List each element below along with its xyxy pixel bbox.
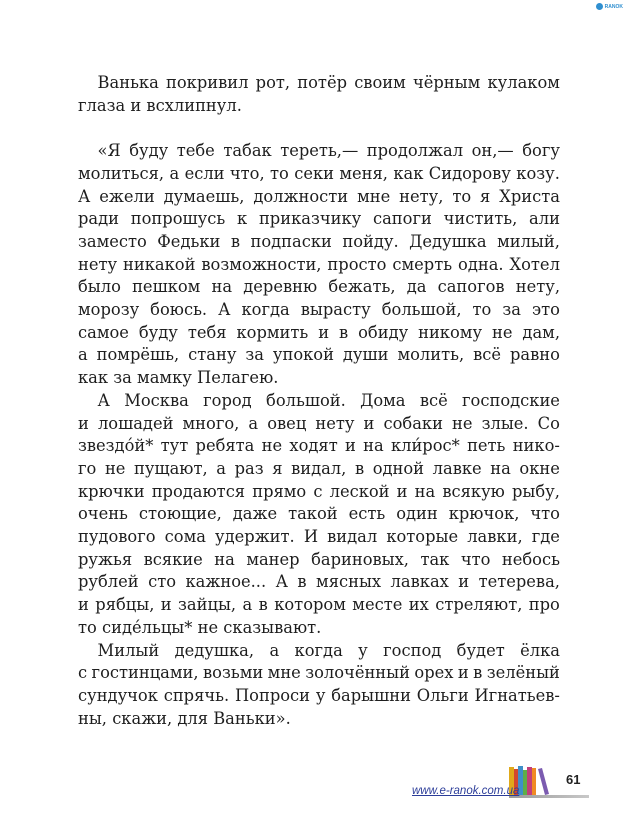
text-line (78, 322, 560, 345)
word: стреляют, (435, 595, 523, 615)
word: то (78, 617, 97, 637)
word: что (460, 549, 491, 569)
word: и (130, 95, 142, 115)
word: Игнатьев- (474, 685, 560, 705)
word: рот, (255, 73, 291, 92)
word: не (491, 322, 513, 342)
word: город (203, 390, 252, 410)
word: с (313, 481, 323, 501)
word: которые (386, 527, 459, 547)
word: просто (327, 254, 387, 274)
word: нету, (515, 277, 560, 297)
text-line (78, 662, 560, 685)
word: леской (329, 481, 390, 501)
word: на (214, 549, 235, 569)
word: продолжал (366, 141, 464, 161)
publisher-website-link[interactable]: www.e-ranok.com.ua (412, 785, 520, 797)
word: деревню (243, 277, 318, 297)
word: табак (223, 141, 272, 161)
paragraph-2 (78, 140, 560, 390)
word: ёлка (520, 640, 560, 660)
word: удержит. (215, 527, 295, 547)
word: рублей (78, 572, 139, 592)
word: должности (253, 186, 349, 206)
word: в (230, 231, 241, 251)
word: Христа (499, 186, 560, 206)
text-line (78, 594, 560, 617)
word: обиду (358, 322, 409, 342)
word: господские (462, 390, 560, 410)
word: всё (473, 345, 502, 365)
word: никому (418, 322, 483, 342)
word: сома (164, 527, 206, 547)
text-line (78, 186, 560, 209)
word: за (502, 300, 521, 320)
word: Ольги (416, 685, 469, 705)
word: Попроси (234, 685, 311, 705)
word: барышни (331, 685, 411, 705)
word: пущают, (134, 458, 208, 478)
word: буду (138, 322, 178, 342)
word: в (339, 322, 349, 342)
text-line (78, 549, 560, 572)
word: много, (182, 413, 240, 433)
word: думаешь, (163, 186, 245, 206)
word: не (104, 458, 126, 478)
word: и (396, 481, 408, 501)
word: кли́рос* (390, 436, 460, 456)
word: видал (327, 527, 378, 547)
word: бариновых, (311, 549, 409, 569)
word: смерть (392, 254, 453, 274)
text-line (78, 481, 560, 504)
word: как (393, 163, 424, 183)
word: подпаски (250, 231, 332, 251)
word: пудового (78, 527, 156, 547)
word: тут (160, 436, 189, 456)
word: а (248, 413, 259, 433)
word: манер (246, 549, 300, 569)
word: одной (372, 458, 425, 478)
word: а (216, 458, 226, 478)
word: козу. (516, 163, 560, 183)
word: большой. (266, 390, 346, 410)
word: их (408, 595, 429, 615)
word: А (78, 186, 91, 206)
word: рыбу, (511, 481, 560, 501)
word: орех (414, 663, 454, 683)
word: кулаком (487, 73, 560, 92)
word: лавки, (467, 527, 523, 547)
word: и (457, 663, 469, 683)
word: никакой (123, 254, 196, 274)
word: возьми (203, 663, 264, 683)
word: боюсь. (150, 300, 208, 320)
word: потёр (297, 73, 347, 92)
paragraph-gap (78, 117, 560, 140)
word: это (531, 300, 560, 320)
word: «Я (97, 141, 121, 161)
word: ны, (78, 708, 107, 728)
word: меня, (339, 163, 388, 183)
word: мне (357, 186, 391, 206)
word: пойду. (342, 231, 399, 251)
word: Со (537, 413, 560, 433)
word: души (342, 345, 389, 365)
text-line (78, 640, 560, 663)
word: про (528, 595, 560, 615)
text-line (78, 276, 560, 299)
text-line (78, 503, 560, 526)
word: лавке (432, 458, 482, 478)
word: сто (148, 572, 177, 592)
word: мясных (316, 572, 382, 592)
word: и (363, 413, 375, 433)
word: покривил (166, 73, 249, 92)
word: лошадей (97, 413, 174, 433)
word: котором (274, 595, 346, 615)
word: тебя (187, 322, 227, 342)
word: дедушка, (174, 640, 255, 660)
word: дам, (522, 322, 560, 342)
word: раз (234, 458, 264, 478)
word: за (113, 368, 132, 388)
word: молить, (397, 345, 465, 365)
shelf-divider (509, 795, 589, 798)
word: прямо (252, 481, 307, 501)
word: господ (383, 640, 442, 660)
word: так (420, 549, 450, 569)
word: тереть,— (280, 141, 359, 161)
word: и (318, 322, 330, 342)
word: и (160, 595, 172, 615)
word: один (396, 504, 438, 524)
text-line (78, 140, 560, 163)
text-line (78, 708, 560, 731)
word: нету, (399, 186, 444, 206)
text-line (78, 458, 560, 481)
word: Ванька (97, 73, 159, 92)
word: ежели (99, 186, 155, 206)
word: большой, (381, 300, 462, 320)
word: Хотел (509, 254, 560, 274)
paragraph-3 (78, 390, 560, 640)
word: и (458, 572, 470, 592)
word: в (473, 663, 483, 683)
text-line (78, 299, 560, 322)
word: сапоги (372, 209, 432, 229)
word: Дедушка (409, 231, 487, 251)
word: попрошусь (130, 209, 226, 229)
page-number: 61 (566, 772, 581, 787)
text-line (78, 367, 560, 390)
word: всякую (442, 481, 505, 501)
word: морозу (78, 300, 140, 320)
word: равно (509, 345, 560, 365)
text-line (78, 231, 560, 254)
word: секи (294, 163, 334, 183)
word: всхлипнул. (146, 95, 242, 115)
word: на (490, 458, 511, 478)
word: не (261, 436, 283, 456)
word: кормить (236, 322, 309, 342)
word: такой (288, 504, 338, 524)
word: к (236, 209, 248, 229)
word: тетерева, (478, 572, 560, 592)
word: сиде́льцы* (102, 617, 193, 637)
word: и (78, 413, 89, 433)
word: будет (456, 640, 505, 660)
word: одна. (458, 254, 504, 274)
word: И (303, 527, 319, 547)
word: нету (315, 413, 355, 433)
word: то (452, 186, 472, 206)
text-line (78, 344, 560, 367)
word: Дома (360, 390, 406, 410)
word: А (218, 300, 231, 320)
word: заместо (78, 231, 147, 251)
word: нету (78, 254, 118, 274)
word: нико- (512, 436, 560, 456)
word: кажное... (185, 572, 267, 592)
word: тебе (176, 141, 215, 161)
word: и (344, 436, 356, 456)
word: с (78, 663, 88, 683)
word: Москва (124, 390, 189, 410)
word: лавках (390, 572, 449, 592)
word: спрячь. (163, 685, 230, 705)
word: ходят (289, 436, 338, 456)
word: а (169, 163, 180, 183)
word: всякие (143, 549, 203, 569)
text-line (78, 571, 560, 594)
word: да (406, 277, 427, 297)
text-line (78, 617, 560, 640)
word: не (452, 413, 473, 433)
word: а (242, 595, 253, 615)
word: чистить, (443, 209, 518, 229)
word: и (78, 595, 89, 615)
word: злые. (481, 413, 529, 433)
word: окне (519, 458, 560, 478)
text-line (78, 95, 560, 118)
logo-text: RANOK (604, 3, 623, 10)
word: где (531, 527, 560, 547)
word: Федьки (157, 231, 221, 251)
text-line (78, 390, 560, 413)
word: а (78, 345, 88, 365)
word: очень (78, 504, 128, 524)
word: для (177, 708, 209, 728)
word: мамку (137, 368, 192, 388)
word: всё (419, 390, 448, 410)
word: ружья (78, 549, 133, 569)
word: месте (352, 595, 403, 615)
text-line (78, 163, 560, 186)
text-line (78, 685, 560, 708)
word: чёрным (412, 73, 481, 92)
word: стану (188, 345, 237, 365)
word: молиться, (78, 163, 165, 183)
text-line (78, 526, 560, 549)
word: на (211, 277, 233, 297)
word: на (414, 481, 436, 501)
word: али (529, 209, 560, 229)
word: ребята (195, 436, 255, 456)
word: помрёшь, (96, 345, 180, 365)
word: Ваньки». (213, 708, 291, 728)
word: то (270, 163, 289, 183)
text-line (78, 413, 560, 436)
publisher-logo (596, 3, 623, 10)
word: стоющие, (138, 504, 222, 524)
word: скажи, (112, 708, 173, 728)
story-text (78, 72, 560, 730)
word: собаки (383, 413, 443, 433)
word: ради (78, 209, 120, 229)
word: зайцы, (178, 595, 237, 615)
word: упокой (272, 345, 334, 365)
word: небось (501, 549, 560, 569)
word: на (363, 436, 384, 456)
word: овец (267, 413, 307, 433)
word: когда (294, 640, 343, 660)
word: если (184, 163, 225, 183)
word: бежать, (328, 277, 396, 297)
word: глаза (78, 95, 126, 115)
word: не (197, 617, 219, 637)
word: зелёный (486, 663, 560, 683)
word: Пелагею. (197, 368, 279, 388)
word: было (78, 277, 121, 297)
word: то (472, 300, 492, 320)
word: у (315, 685, 326, 705)
paragraph-1 (78, 72, 560, 117)
word: Милый (97, 640, 160, 660)
word: вырасту (300, 300, 371, 320)
word: своим (354, 73, 406, 92)
word: сапогов (437, 277, 505, 297)
word: мне (267, 663, 301, 683)
word: а (269, 640, 280, 660)
text-line (78, 435, 560, 458)
word: он,— (471, 141, 514, 161)
word: А (275, 572, 288, 592)
word: даже (232, 504, 278, 524)
word: А (97, 390, 110, 410)
word: в (297, 572, 307, 592)
word: я (272, 458, 283, 478)
word: возможности, (201, 254, 322, 274)
word: в (258, 595, 268, 615)
word: продаются (151, 481, 246, 501)
word: богу (522, 141, 560, 161)
paragraph-4 (78, 640, 560, 731)
word: как (78, 368, 109, 388)
word: в (354, 458, 365, 478)
word: буду (129, 141, 169, 161)
text-line (78, 208, 560, 231)
word: го (78, 458, 97, 478)
word: петь (467, 436, 506, 456)
word: видал, (291, 458, 347, 478)
word: есть (348, 504, 386, 524)
logo-mark-icon (596, 3, 603, 10)
word: сундучок (78, 685, 158, 705)
word: золочённый (305, 663, 410, 683)
word: звездо́й* (78, 436, 154, 456)
word: крючки (78, 481, 145, 501)
word: приказчику (258, 209, 362, 229)
word: самое (78, 322, 129, 342)
word: что (530, 504, 560, 524)
word: у (358, 640, 368, 660)
word: я (480, 186, 491, 206)
word: рябцы, (95, 595, 155, 615)
word: милый, (497, 231, 560, 251)
word: Сидорову (428, 163, 511, 183)
word: гостинцами, (91, 663, 199, 683)
word: что, (229, 163, 265, 183)
word: за (245, 345, 264, 365)
word: сказывают. (223, 617, 322, 637)
word: крючок, (448, 504, 520, 524)
text-line (78, 72, 560, 95)
text-line (78, 254, 560, 277)
word: когда (241, 300, 290, 320)
word: пешком (132, 277, 201, 297)
